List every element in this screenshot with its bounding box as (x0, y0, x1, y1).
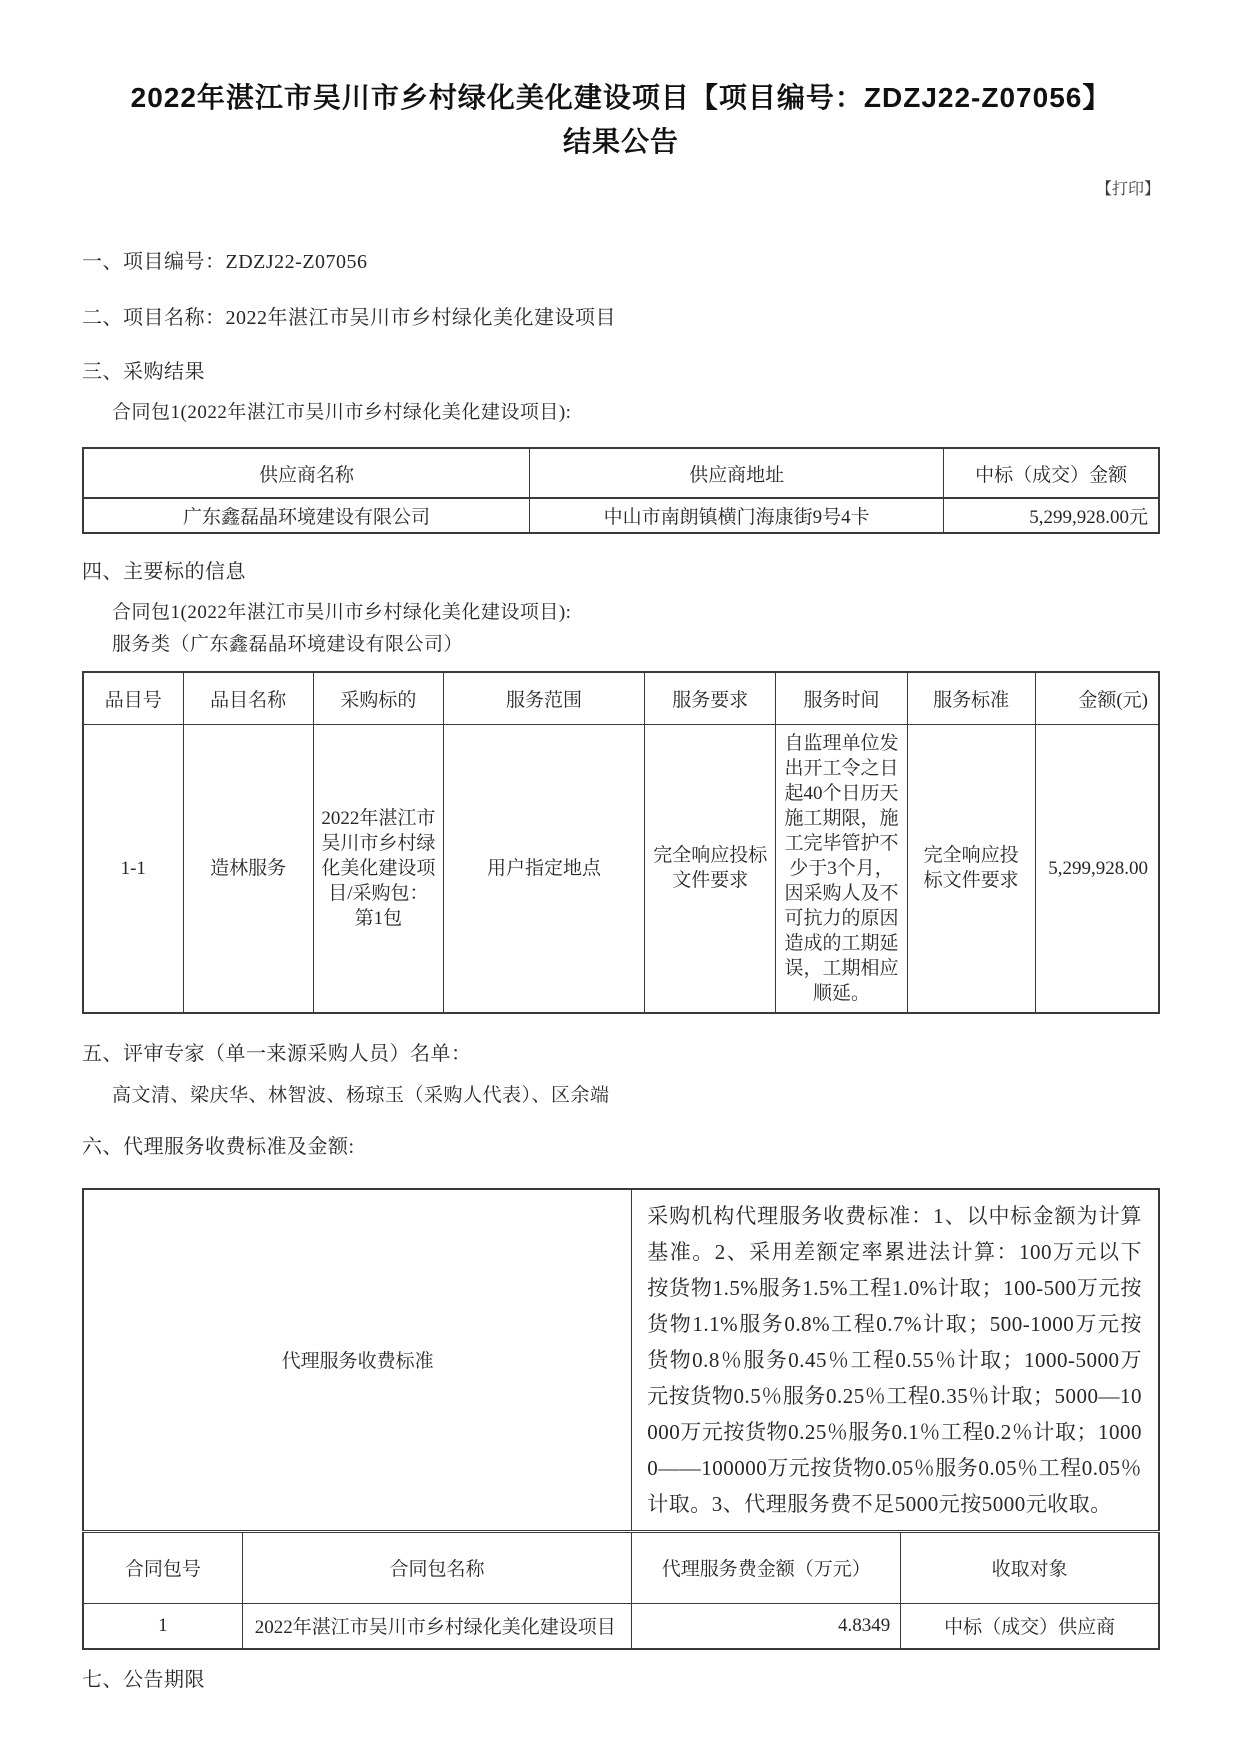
result-table-header-row (83, 448, 1159, 498)
fee-header-package-name: 合同包名称 (242, 1531, 632, 1603)
fee-table-row (83, 1603, 1159, 1649)
result-table (82, 447, 1160, 534)
section-review-experts: 五、评审专家（单一来源采购人员）名单： (82, 1042, 472, 1065)
result-header-supplier-address: 供应商地址 (530, 448, 944, 498)
fee-standard-row (83, 1189, 1159, 1532)
section-announcement-period: 七、公告期限 (82, 1669, 205, 1691)
target-table-row (83, 724, 1159, 1013)
fee-header-package-number: 合同包号 (83, 1531, 242, 1603)
section-project-number: 一、项目编号：ZDZJ22-Z07056 (82, 251, 368, 273)
fee-standard-label: 代理服务收费标准 (83, 1189, 632, 1532)
target-header-service-time: 服务时间 (776, 672, 907, 724)
fee-cell-fee-amount: 4.8349 (632, 1603, 901, 1649)
target-cell-item-name: 造林服务 (183, 724, 313, 1013)
contract-package-line-1: 合同包1(2022年湛江市吴川市乡村绿化美化建设项目): (112, 402, 572, 423)
target-header-amount: 金额(元) (1035, 672, 1159, 724)
target-header-item-number: 品目号 (83, 672, 183, 724)
page-title-line2: 结果公告 (562, 126, 679, 157)
target-cell-item-number: 1-1 (83, 724, 183, 1013)
target-cell-amount: 5,299,928.00 (1035, 724, 1159, 1013)
target-header-service-scope: 服务范围 (443, 672, 644, 724)
fee-table-header-row (83, 1531, 1159, 1603)
fee-cell-package-name: 2022年湛江市吴川市乡村绿化美化建设项目 (242, 1603, 632, 1649)
fee-header-charge-target: 收取对象 (901, 1531, 1159, 1603)
target-cell-service-scope: 用户指定地点 (443, 724, 644, 1013)
page-title (82, 76, 1160, 164)
target-info-table (82, 671, 1160, 1014)
fee-cell-charge-target: 中标（成交）供应商 (901, 1603, 1159, 1649)
page-title-line1: 2022年湛江市吴川市乡村绿化美化建设项目【项目编号：ZDZJ22-Z07056】 (130, 82, 1112, 113)
result-table-row (83, 498, 1159, 533)
target-header-service-standard: 服务标准 (907, 672, 1035, 724)
target-cell-procurement-target: 2022年湛江市吴川市乡村绿化美化建设项目/采购包：第1包 (313, 724, 443, 1013)
agency-fee-table (82, 1188, 1160, 1651)
target-table-header-row (83, 672, 1159, 724)
result-cell-award-amount: 5,299,928.00元 (944, 498, 1159, 533)
target-header-service-requirement: 服务要求 (645, 672, 776, 724)
service-category-line: 服务类（广东鑫磊晶环境建设有限公司） (112, 634, 464, 655)
section-main-target-info: 四、主要标的信息 (82, 561, 246, 583)
target-cell-service-requirement: 完全响应投标文件要求 (645, 724, 776, 1013)
result-cell-supplier-name: 广东鑫磊晶环境建设有限公司 (83, 498, 530, 533)
fee-header-fee-amount: 代理服务费金额（万元） (632, 1531, 901, 1603)
print-row (82, 176, 1160, 198)
result-header-award-amount: 中标（成交）金额 (944, 448, 1159, 498)
fee-standard-text: 采购机构代理服务收费标准：1、以中标金额为计算基准。2、采用差额定率累进法计算：100万元以下按货物1.5%服务1.5%工程1.0%计取；100-500万元按货物1.1%服务0.8%工程0.7%计取；500-1000万元按货物0.8％服务0.45％工程0.55％计取；1000-5000万元按货物0.5％服务0.25％工程0.35％计取；5000—10000万元按货物0.25％服务0.1％工程0.2％计取；10000——100000万元按货物0.05％服务0.05％工程0.05％计取。3、代理服务费不足5000元按5000元收取。 (632, 1189, 1159, 1532)
result-cell-supplier-address: 中山市南朗镇横门海康街9号4卡 (530, 498, 944, 533)
target-header-procurement-target: 采购标的 (313, 672, 443, 724)
expert-names-line: 高文清、梁庆华、林智波、杨琼玉（采购人代表）、区余端 (112, 1084, 610, 1106)
print-button[interactable]: 【打印】 (1095, 181, 1160, 198)
target-header-item-name: 品目名称 (183, 672, 313, 724)
target-cell-service-standard: 完全响应投标文件要求 (907, 724, 1035, 1013)
contract-package-line-2: 合同包1(2022年湛江市吴川市乡村绿化美化建设项目): (112, 602, 572, 623)
section-project-name: 二、项目名称：2022年湛江市吴川市乡村绿化美化建设项目 (82, 307, 616, 329)
target-cell-service-time: 自监理单位发出开工令之日起40个日历天施工期限，施工完毕管护不少于3个月，因采购人及不可抗力的原因造成的工期延误，工期相应顺延。 (776, 724, 907, 1013)
section-procurement-result: 三、采购结果 (82, 361, 205, 383)
fee-cell-package-number: 1 (83, 1603, 242, 1649)
section-agency-fee: 六、代理服务收费标准及金额: (82, 1135, 355, 1158)
result-header-supplier-name: 供应商名称 (83, 448, 530, 498)
